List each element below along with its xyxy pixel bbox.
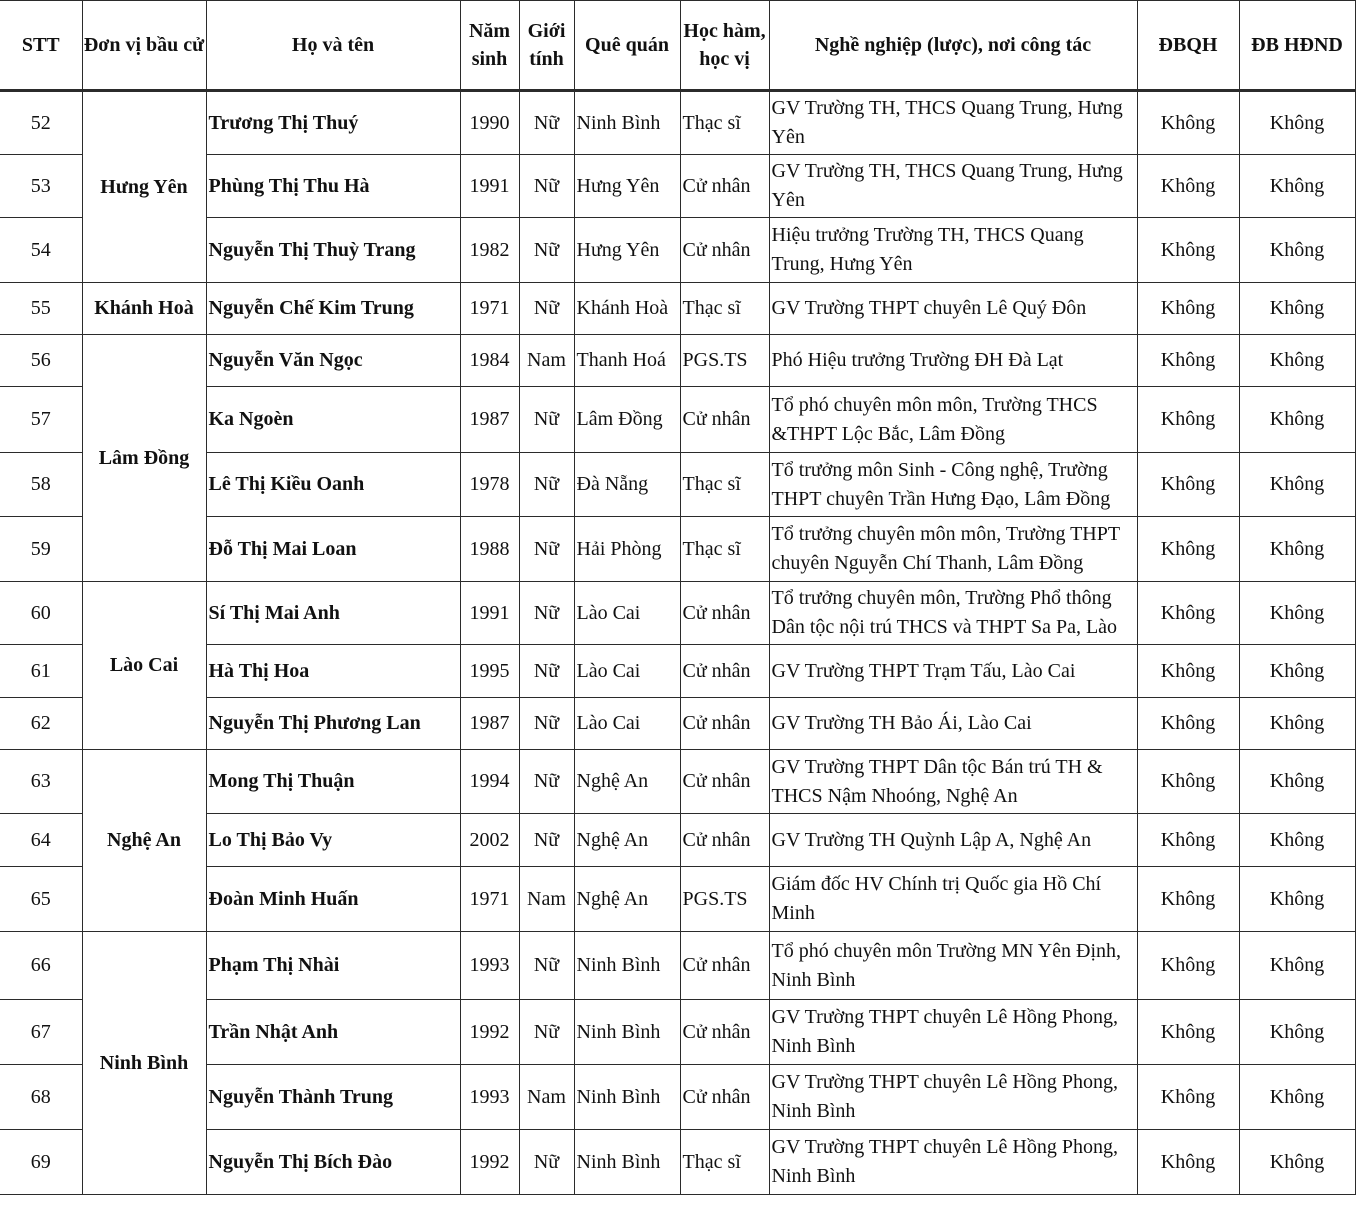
header-stt[interactable]: STT xyxy=(0,1,82,91)
cell-gender[interactable]: Nữ xyxy=(519,1000,574,1065)
header-hometown[interactable]: Quê quán xyxy=(574,1,680,91)
cell-year[interactable]: 1987 xyxy=(460,698,519,750)
cell-dbhdnd[interactable]: Không xyxy=(1239,1130,1355,1195)
table-body xyxy=(0,91,1355,1195)
cell-occupation[interactable]: GV Trường THPT chuyên Lê Hồng Phong, Ninh Bình xyxy=(769,1130,1137,1195)
cell-gender[interactable]: Nữ xyxy=(519,453,574,517)
cell-dbhdnd[interactable]: Không xyxy=(1239,645,1355,698)
cell-stt[interactable]: 54 xyxy=(0,218,82,283)
cell-degree[interactable]: Thạc sĩ xyxy=(680,283,769,335)
cell-degree[interactable]: PGS.TS xyxy=(680,335,769,387)
cell-hometown[interactable]: Khánh Hoà xyxy=(574,283,680,335)
header-dbqh[interactable]: ĐBQH xyxy=(1137,1,1239,91)
cell-dbhdnd[interactable]: Không xyxy=(1239,1065,1355,1130)
cell-stt[interactable]: 53 xyxy=(0,155,82,218)
cell-dbhdnd[interactable]: Không xyxy=(1239,582,1355,645)
cell-occupation[interactable]: GV Trường THPT chuyên Lê Hồng Phong, Ninh Bình xyxy=(769,1000,1137,1065)
cell-dbqh[interactable]: Không xyxy=(1137,1065,1239,1130)
cell-year[interactable]: 1984 xyxy=(460,335,519,387)
cell-occupation[interactable]: Giám đốc HV Chính trị Quốc gia Hồ Chí Minh xyxy=(769,867,1137,932)
cell-stt[interactable]: 63 xyxy=(0,750,82,814)
cell-occupation[interactable]: GV Trường TH, THCS Quang Trung, Hưng Yên xyxy=(769,155,1137,218)
cell-year[interactable]: 1978 xyxy=(460,453,519,517)
cell-hometown[interactable]: Lào Cai xyxy=(574,582,680,645)
cell-year[interactable]: 1987 xyxy=(460,387,519,453)
cell-dbqh[interactable]: Không xyxy=(1137,1000,1239,1065)
cell-degree[interactable]: Thạc sĩ xyxy=(680,453,769,517)
cell-stt[interactable]: 67 xyxy=(0,1000,82,1065)
cell-hometown[interactable]: Lâm Đồng xyxy=(574,387,680,453)
cell-dbqh[interactable]: Không xyxy=(1137,283,1239,335)
cell-dbqh[interactable]: Không xyxy=(1137,155,1239,218)
cell-stt[interactable]: 64 xyxy=(0,814,82,867)
cell-degree[interactable]: Thạc sĩ xyxy=(680,91,769,155)
cell-unit[interactable]: Hưng Yên xyxy=(82,91,206,283)
cell-name[interactable]: Lo Thị Bảo Vy xyxy=(206,814,460,867)
cell-dbhdnd[interactable]: Không xyxy=(1239,1000,1355,1065)
cell-stt[interactable]: 61 xyxy=(0,645,82,698)
header-degree[interactable]: Học hàm, học vị xyxy=(680,1,769,91)
cell-gender[interactable]: Nam xyxy=(519,335,574,387)
cell-year[interactable]: 1994 xyxy=(460,750,519,814)
header-occupation[interactable]: Nghề nghiệp (lược), nơi công tác xyxy=(769,1,1137,91)
cell-year[interactable]: 1988 xyxy=(460,517,519,582)
cell-degree[interactable]: PGS.TS xyxy=(680,867,769,932)
table-row xyxy=(0,335,1355,387)
cell-name[interactable]: Nguyễn Chế Kim Trung xyxy=(206,283,460,335)
header-unit[interactable]: Đơn vị bầu cử xyxy=(82,1,206,91)
cell-dbqh[interactable]: Không xyxy=(1137,387,1239,453)
cell-gender[interactable]: Nữ xyxy=(519,582,574,645)
header-dbhdnd[interactable]: ĐB HĐND xyxy=(1239,1,1355,91)
cell-occupation[interactable]: Tổ trưởng chuyên môn môn, Trường THPT chuyên Nguyễn Chí Thanh, Lâm Đồng xyxy=(769,517,1137,582)
cell-hometown[interactable]: Nghệ An xyxy=(574,814,680,867)
cell-dbqh[interactable]: Không xyxy=(1137,814,1239,867)
cell-dbhdnd[interactable]: Không xyxy=(1239,335,1355,387)
cell-year[interactable]: 1982 xyxy=(460,218,519,283)
cell-occupation[interactable]: Tổ phó chuyên môn môn, Trường THCS &THPT Lộc Bắc, Lâm Đồng xyxy=(769,387,1137,453)
cell-dbhdnd[interactable]: Không xyxy=(1239,387,1355,453)
cell-name[interactable]: Nguyễn Thị Thuỳ Trang xyxy=(206,218,460,283)
cell-name[interactable]: Đoàn Minh Huấn xyxy=(206,867,460,932)
cell-degree[interactable]: Cử nhân xyxy=(680,218,769,283)
cell-stt[interactable]: 62 xyxy=(0,698,82,750)
table-row xyxy=(0,91,1355,155)
cell-name[interactable]: Đỗ Thị Mai Loan xyxy=(206,517,460,582)
cell-occupation[interactable]: GV Trường THPT Trạm Tấu, Lào Cai xyxy=(769,645,1137,698)
cell-unit[interactable]: Lâm Đồng xyxy=(82,335,206,582)
cell-dbqh[interactable]: Không xyxy=(1137,698,1239,750)
cell-hometown[interactable]: Ninh Bình xyxy=(574,932,680,1000)
cell-year[interactable]: 1990 xyxy=(460,91,519,155)
cell-name[interactable]: Trần Nhật Anh xyxy=(206,1000,460,1065)
cell-degree[interactable]: Cử nhân xyxy=(680,1065,769,1130)
cell-occupation[interactable]: GV Trường TH Quỳnh Lập A, Nghệ An xyxy=(769,814,1137,867)
cell-hometown[interactable]: Ninh Bình xyxy=(574,1065,680,1130)
cell-dbqh[interactable]: Không xyxy=(1137,1130,1239,1195)
cell-name[interactable]: Sí Thị Mai Anh xyxy=(206,582,460,645)
cell-occupation[interactable]: Tổ phó chuyên môn Trường MN Yên Định, Ninh Bình xyxy=(769,932,1137,1000)
cell-stt[interactable]: 65 xyxy=(0,867,82,932)
cell-year[interactable]: 1995 xyxy=(460,645,519,698)
cell-dbhdnd[interactable]: Không xyxy=(1239,814,1355,867)
cell-degree[interactable]: Cử nhân xyxy=(680,698,769,750)
cell-dbqh[interactable]: Không xyxy=(1137,582,1239,645)
cell-occupation[interactable]: GV Trường THPT Dân tộc Bán trú TH & THCS Nậm Nhoóng, Nghệ An xyxy=(769,750,1137,814)
cell-stt[interactable]: 68 xyxy=(0,1065,82,1130)
cell-occupation[interactable]: Phó Hiệu trưởng Trường ĐH Đà Lạt xyxy=(769,335,1137,387)
cell-gender[interactable]: Nữ xyxy=(519,698,574,750)
cell-dbqh[interactable]: Không xyxy=(1137,218,1239,283)
cell-degree[interactable]: Cử nhân xyxy=(680,582,769,645)
cell-dbhdnd[interactable]: Không xyxy=(1239,932,1355,1000)
cell-stt[interactable]: 57 xyxy=(0,387,82,453)
cell-gender[interactable]: Nữ xyxy=(519,1130,574,1195)
cell-hometown[interactable]: Hải Phòng xyxy=(574,517,680,582)
table-row xyxy=(0,932,1355,1000)
cell-name[interactable]: Ka Ngoèn xyxy=(206,387,460,453)
cell-hometown[interactable]: Đà Nẵng xyxy=(574,453,680,517)
cell-dbqh[interactable]: Không xyxy=(1137,517,1239,582)
cell-occupation[interactable]: Tổ trưởng môn Sinh - Công nghệ, Trường THPT chuyên Trần Hưng Đạo, Lâm Đồng xyxy=(769,453,1137,517)
cell-gender[interactable]: Nữ xyxy=(519,932,574,1000)
cell-dbhdnd[interactable]: Không xyxy=(1239,218,1355,283)
cell-degree[interactable]: Cử nhân xyxy=(680,645,769,698)
cell-degree[interactable]: Cử nhân xyxy=(680,387,769,453)
header-gender[interactable]: Giới tính xyxy=(519,1,574,91)
cell-dbhdnd[interactable]: Không xyxy=(1239,517,1355,582)
cell-gender[interactable]: Nữ xyxy=(519,814,574,867)
cell-dbhdnd[interactable]: Không xyxy=(1239,453,1355,517)
cell-gender[interactable]: Nữ xyxy=(519,91,574,155)
cell-dbqh[interactable]: Không xyxy=(1137,867,1239,932)
cell-dbhdnd[interactable]: Không xyxy=(1239,750,1355,814)
cell-hometown[interactable]: Nghệ An xyxy=(574,867,680,932)
cell-dbqh[interactable]: Không xyxy=(1137,645,1239,698)
cell-hometown[interactable]: Ninh Bình xyxy=(574,91,680,155)
cell-unit[interactable]: Ninh Bình xyxy=(82,932,206,1195)
cell-dbhdnd[interactable]: Không xyxy=(1239,91,1355,155)
cell-degree[interactable]: Cử nhân xyxy=(680,750,769,814)
cell-dbhdnd[interactable]: Không xyxy=(1239,283,1355,335)
cell-degree[interactable]: Cử nhân xyxy=(680,814,769,867)
cell-year[interactable]: 1991 xyxy=(460,582,519,645)
cell-degree[interactable]: Cử nhân xyxy=(680,155,769,218)
cell-name[interactable]: Hà Thị Hoa xyxy=(206,645,460,698)
cell-hometown[interactable]: Hưng Yên xyxy=(574,218,680,283)
cell-name[interactable]: Nguyễn Thành Trung xyxy=(206,1065,460,1130)
cell-hometown[interactable]: Lào Cai xyxy=(574,698,680,750)
cell-hometown[interactable]: Thanh Hoá xyxy=(574,335,680,387)
cell-year[interactable]: 1992 xyxy=(460,1130,519,1195)
cell-year[interactable]: 1971 xyxy=(460,283,519,335)
cell-stt[interactable]: 56 xyxy=(0,335,82,387)
cell-degree[interactable]: Cử nhân xyxy=(680,932,769,1000)
cell-dbqh[interactable]: Không xyxy=(1137,335,1239,387)
cell-name[interactable]: Mong Thị Thuận xyxy=(206,750,460,814)
cell-year[interactable]: 1993 xyxy=(460,932,519,1000)
table-row xyxy=(0,750,1355,814)
cell-year[interactable]: 1992 xyxy=(460,1000,519,1065)
cell-dbhdnd[interactable]: Không xyxy=(1239,698,1355,750)
cell-gender[interactable]: Nữ xyxy=(519,645,574,698)
cell-occupation[interactable]: GV Trường THPT chuyên Lê Hồng Phong, Ninh Bình xyxy=(769,1065,1137,1130)
cell-year[interactable]: 2002 xyxy=(460,814,519,867)
cell-name[interactable]: Phạm Thị Nhài xyxy=(206,932,460,1000)
cell-name[interactable]: Nguyễn Thị Bích Đào xyxy=(206,1130,460,1195)
cell-dbqh[interactable]: Không xyxy=(1137,750,1239,814)
cell-gender[interactable]: Nữ xyxy=(519,750,574,814)
cell-unit[interactable]: Lào Cai xyxy=(82,582,206,750)
cell-stt[interactable]: 52 xyxy=(0,91,82,155)
cell-stt[interactable]: 58 xyxy=(0,453,82,517)
table-row xyxy=(0,283,1355,335)
cell-stt[interactable]: 66 xyxy=(0,932,82,1000)
header-row xyxy=(0,1,1355,91)
cell-name[interactable]: Nguyễn Thị Phương Lan xyxy=(206,698,460,750)
cell-hometown[interactable]: Nghệ An xyxy=(574,750,680,814)
cell-gender[interactable]: Nữ xyxy=(519,517,574,582)
cell-stt[interactable]: 69 xyxy=(0,1130,82,1195)
cell-degree[interactable]: Cử nhân xyxy=(680,1000,769,1065)
cell-dbqh[interactable]: Không xyxy=(1137,932,1239,1000)
cell-gender[interactable]: Nam xyxy=(519,867,574,932)
cell-occupation[interactable]: GV Trường TH Bảo Ái, Lào Cai xyxy=(769,698,1137,750)
cell-degree[interactable]: Thạc sĩ xyxy=(680,1130,769,1195)
cell-occupation[interactable]: Tổ trưởng chuyên môn, Trường Phổ thông Dân tộc nội trú THCS và THPT Sa Pa, Lào xyxy=(769,582,1137,645)
cell-year[interactable]: 1971 xyxy=(460,867,519,932)
cell-gender[interactable]: Nữ xyxy=(519,155,574,218)
cell-stt[interactable]: 60 xyxy=(0,582,82,645)
cell-dbhdnd[interactable]: Không xyxy=(1239,867,1355,932)
cell-year[interactable]: 1991 xyxy=(460,155,519,218)
cell-unit[interactable]: Nghệ An xyxy=(82,750,206,932)
cell-hometown[interactable]: Ninh Bình xyxy=(574,1130,680,1195)
cell-name[interactable]: Trương Thị Thuý xyxy=(206,91,460,155)
cell-gender[interactable]: Nam xyxy=(519,1065,574,1130)
cell-name[interactable]: Phùng Thị Thu Hà xyxy=(206,155,460,218)
cell-stt[interactable]: 59 xyxy=(0,517,82,582)
cell-dbqh[interactable]: Không xyxy=(1137,453,1239,517)
cell-hometown[interactable]: Ninh Bình xyxy=(574,1000,680,1065)
cell-unit[interactable]: Khánh Hoà xyxy=(82,283,206,335)
header-name[interactable]: Họ và tên xyxy=(206,1,460,91)
cell-gender[interactable]: Nữ xyxy=(519,283,574,335)
cell-gender[interactable]: Nữ xyxy=(519,218,574,283)
cell-occupation[interactable]: Hiệu trưởng Trường TH, THCS Quang Trung, Hưng Yên xyxy=(769,218,1137,283)
cell-stt[interactable]: 55 xyxy=(0,283,82,335)
cell-occupation[interactable]: GV Trường THPT chuyên Lê Quý Đôn xyxy=(769,283,1137,335)
cell-degree[interactable]: Thạc sĩ xyxy=(680,517,769,582)
cell-year[interactable]: 1993 xyxy=(460,1065,519,1130)
cell-occupation[interactable]: GV Trường TH, THCS Quang Trung, Hưng Yên xyxy=(769,91,1137,155)
cell-hometown[interactable]: Hưng Yên xyxy=(574,155,680,218)
cell-dbhdnd[interactable]: Không xyxy=(1239,155,1355,218)
cell-name[interactable]: Lê Thị Kiều Oanh xyxy=(206,453,460,517)
header-year[interactable]: Năm sinh xyxy=(460,1,519,91)
cell-name[interactable]: Nguyễn Văn Ngọc xyxy=(206,335,460,387)
cell-gender[interactable]: Nữ xyxy=(519,387,574,453)
cell-dbqh[interactable]: Không xyxy=(1137,91,1239,155)
cell-hometown[interactable]: Lào Cai xyxy=(574,645,680,698)
table-row xyxy=(0,582,1355,645)
